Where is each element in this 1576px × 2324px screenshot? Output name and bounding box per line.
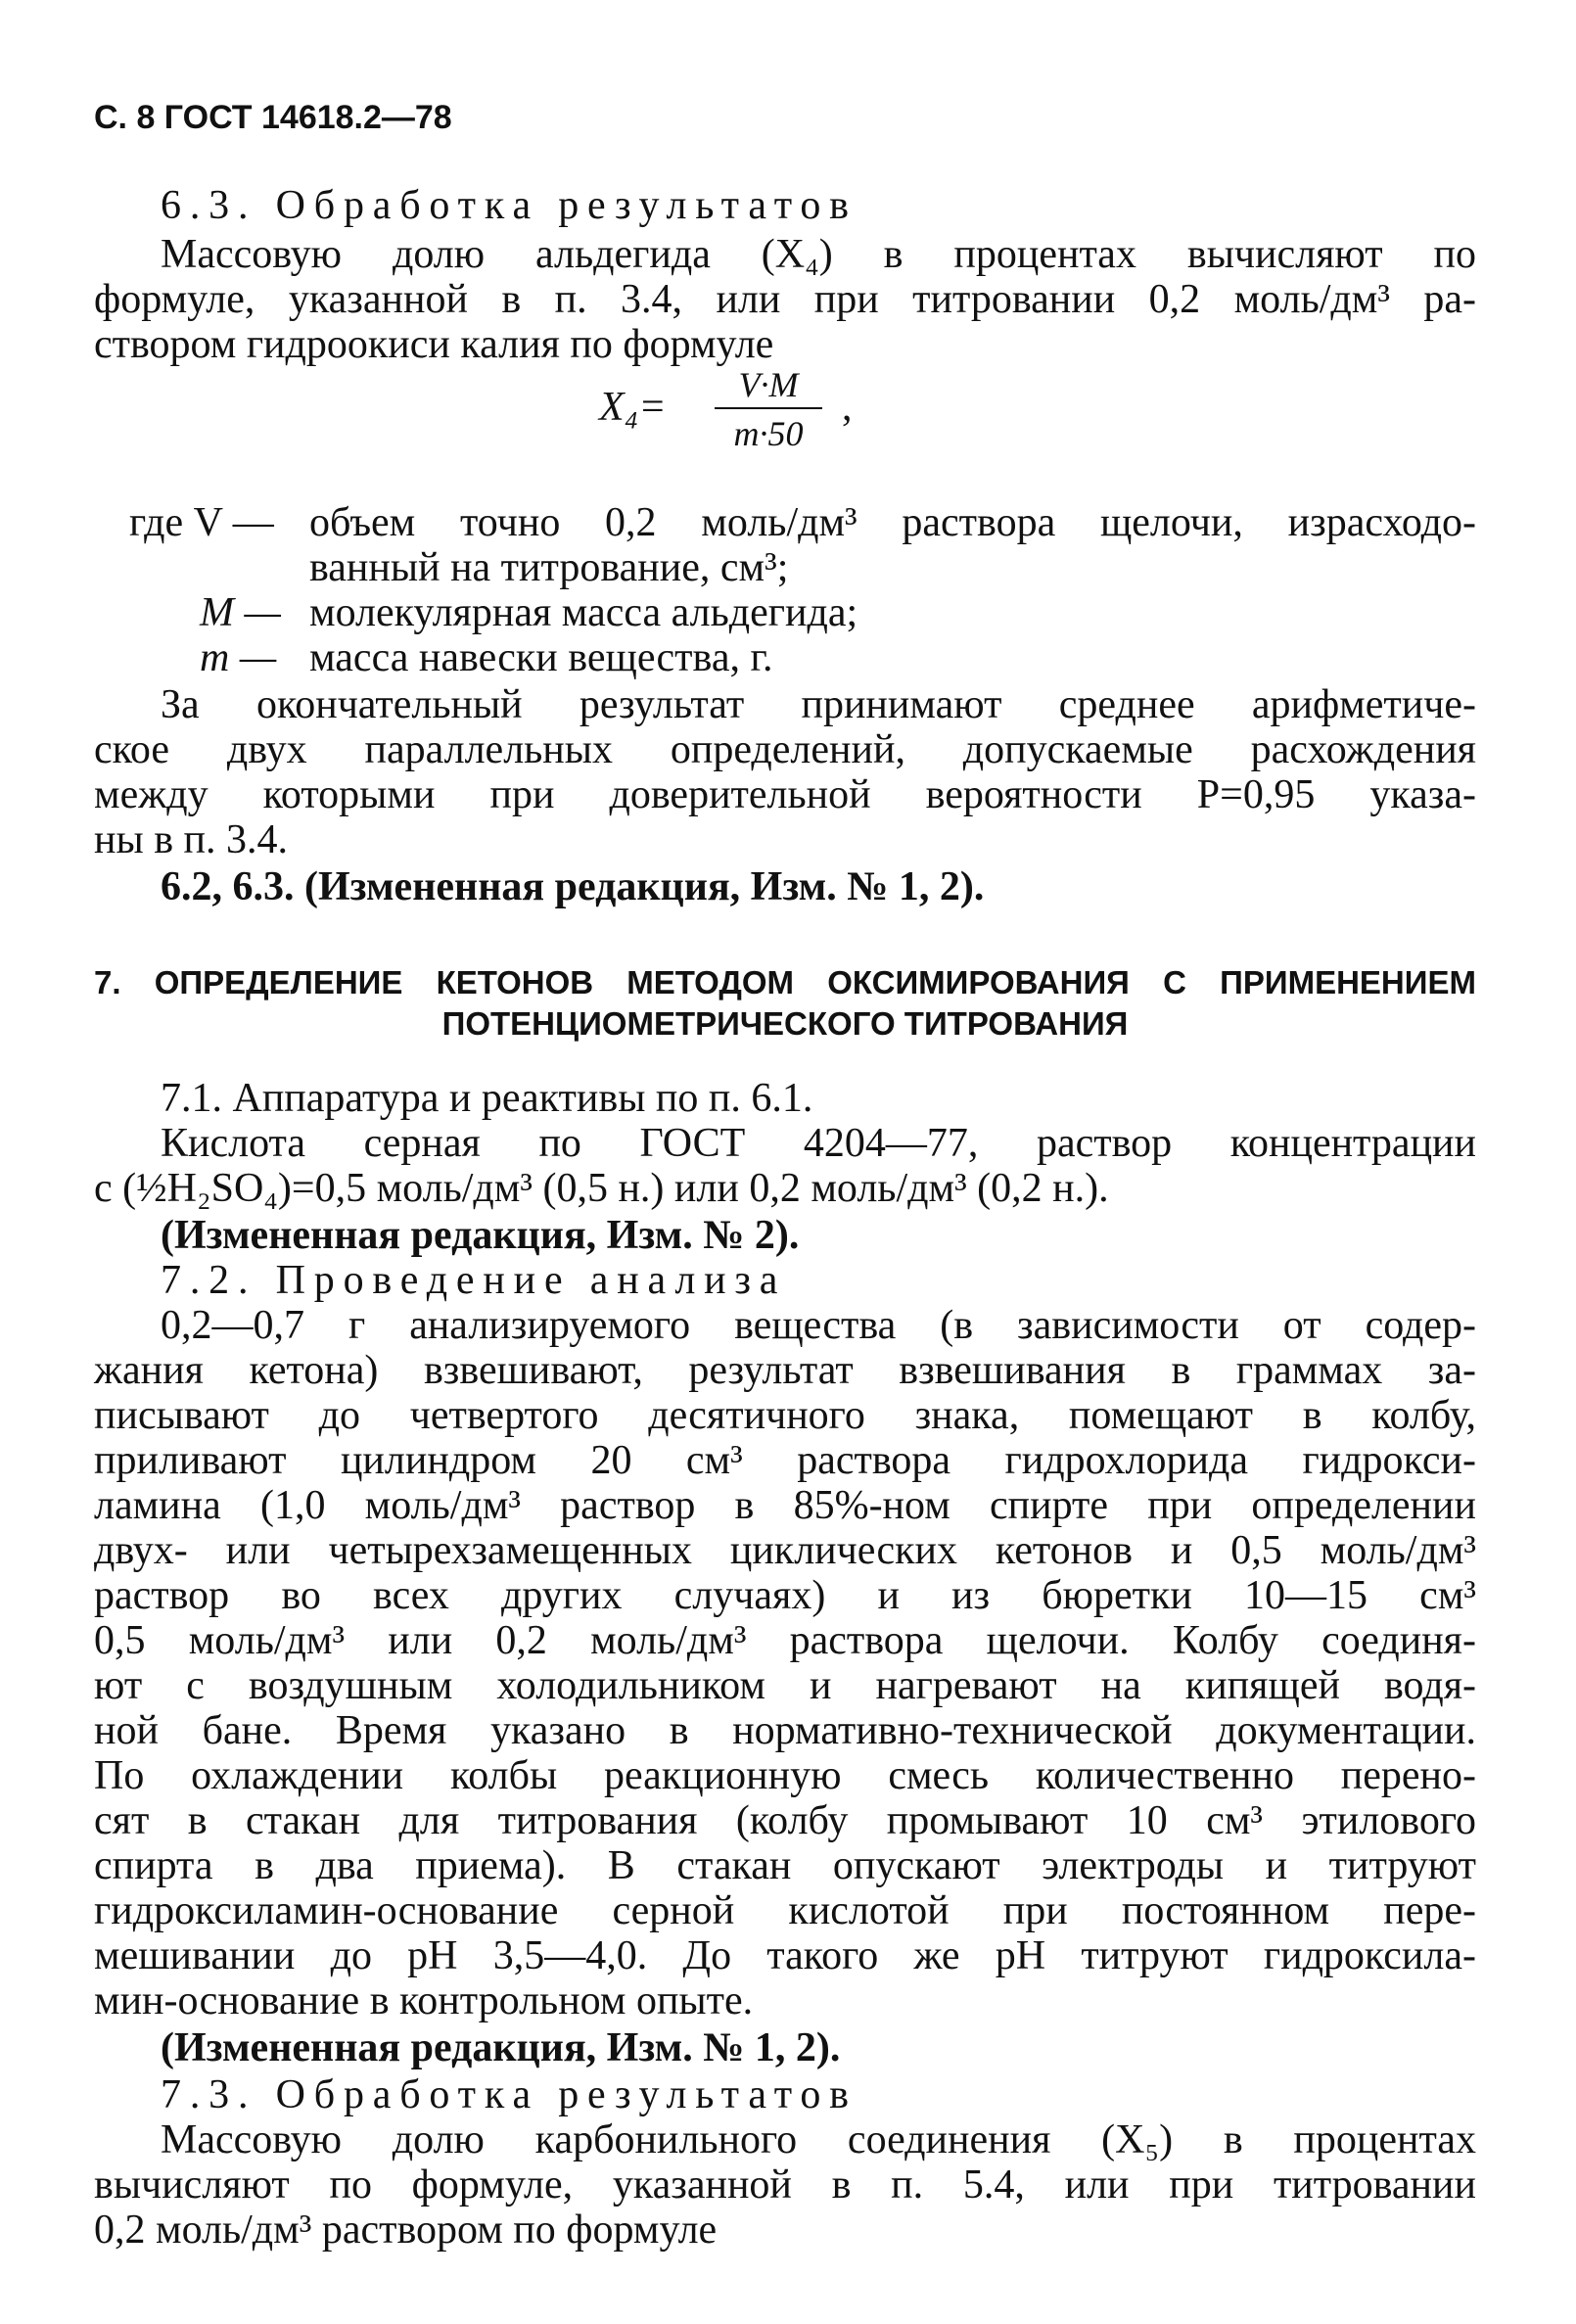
paragraph-line: 0,2 моль/дм³ раствором по формуле: [94, 2208, 718, 2253]
paragraph-line: между которыми при доверительной вероятности P=0,95 указа-: [94, 772, 1476, 817]
paragraph-line: ское двух параллельных определений, допускаемые расхождения: [94, 727, 1476, 772]
paragraph-line: По охлаждении колбы реакционную смесь количественно перено-: [94, 1753, 1476, 1798]
paragraph-line: 7.1. Аппаратура и реактивы по п. 6.1.: [161, 1076, 813, 1121]
paragraph-line: формуле, указанной в п. 3.4, или при титровании 0,2 моль/дм³ ра-: [94, 277, 1476, 322]
paragraph-line: За окончательный результат принимают среднее арифметиче-: [161, 682, 1476, 727]
where-text: молекулярная масса альдегида;: [309, 590, 858, 635]
amendment-note: (Измененная редакция, Изм. № 1, 2).: [161, 2025, 841, 2070]
where-term: где V —: [129, 500, 274, 545]
section-heading-6-3: 6.3. Обработка результатов: [161, 183, 858, 228]
amendment-note: (Измененная редакция, Изм. № 2).: [161, 1213, 800, 1258]
page-header: С. 8 ГОСТ 14618.2—78: [94, 99, 452, 136]
paragraph-line: Массовую долю альдегида (X₄) в процентах вычисляют по: [161, 232, 1476, 277]
paragraph-line: ют с воздушным холодильником и нагревают на кипящей водя-: [94, 1663, 1476, 1708]
section-heading-7-3: 7.3. Обработка результатов: [161, 2072, 858, 2117]
paragraph-line: гидроксиламин-основание серной кислотой при постоянном пере-: [94, 1888, 1476, 1933]
formula-comma: ,: [842, 385, 853, 430]
formula-fraction: [715, 364, 822, 454]
paragraph-line: приливают цилиндром 20 см³ раствора гидрохлорида гидрокси-: [94, 1438, 1476, 1483]
paragraph-line: мешивании до pH 3,5—4,0. До такого же pH титруют гидроксила-: [94, 1933, 1476, 1978]
amendment-note: 6.2, 6.3. (Измененная редакция, Изм. № 1, 2).: [161, 864, 985, 909]
paragraph-line: c (½H₂SO₄)=0,5 моль/дм³ (0,5 н.) или 0,2 моль/дм³ (0,2 н.).: [94, 1166, 1109, 1211]
where-term: M —: [200, 590, 281, 635]
paragraph-line: спирта в два приема). В стакан опускают электроды и титруют: [94, 1843, 1476, 1888]
section-title-7-cont: ПОТЕНЦИОМЕТРИЧЕСКОГО ТИТРОВАНИЯ: [441, 1005, 1129, 1042]
paragraph-line: двух- или четырехзамещенных циклических кетонов и 0,5 моль/дм³: [94, 1528, 1476, 1573]
section-title-7: 7. ОПРЕДЕЛЕНИЕ КЕТОНОВ МЕТОДОМ ОКСИМИРОВАНИЯ С ПРИМЕНЕНИЕМ: [94, 964, 1476, 1000]
where-text: ванный на титрование, см³;: [309, 545, 789, 590]
paragraph-line: раствор во всех других случаях) и из бюретки 10—15 см³: [94, 1573, 1476, 1618]
paragraph-line: створом гидроокиси калия по формуле: [94, 322, 774, 367]
formula-numerator: V·M: [738, 365, 799, 404]
paragraph-line: писывают до четвертого десятичного знака, помещают в колбу,: [94, 1393, 1476, 1438]
paragraph-line: сят в стакан для титрования (колбу промывают 10 см³ этилового: [94, 1798, 1476, 1843]
paragraph-line: вычисляют по формуле, указанной в п. 5.4, или при титровании: [94, 2162, 1476, 2208]
section-heading-7-2: 7.2. Проведение анализа: [161, 1258, 787, 1303]
paragraph-line: жания кетона) взвешивают, результат взвешивания в граммах за-: [94, 1348, 1476, 1393]
paragraph-line: ны в п. 3.4.: [94, 817, 289, 862]
where-term: m —: [200, 635, 277, 680]
paragraph-line: 0,2—0,7 г анализируемого вещества (в зависимости от содер-: [161, 1303, 1476, 1348]
formula-x4: [599, 365, 853, 453]
fraction-bar: [715, 407, 822, 409]
paragraph-line: мин-основание в контрольном опыте.: [94, 1978, 754, 2023]
paragraph-line: ламина (1,0 моль/дм³ раствор в 85%-ном спирте при определении: [94, 1483, 1476, 1528]
formula-denominator: m·50: [733, 414, 804, 453]
paragraph-line: ной бане. Время указано в нормативно-технической документации.: [94, 1708, 1476, 1753]
where-text: объем точно 0,2 моль/дм³ раствора щелочи, израсходо-: [309, 500, 1476, 545]
formula-lhs: X₄=: [599, 385, 667, 430]
paragraph-line: Кислота серная по ГОСТ 4204—77, раствор концентрации: [161, 1121, 1476, 1166]
where-text: масса навески вещества, г.: [309, 635, 773, 680]
paragraph-line: Массовую долю карбонильного соединения (X₅) в процентах: [161, 2117, 1476, 2162]
paragraph-line: 0,5 моль/дм³ или 0,2 моль/дм³ раствора щелочи. Колбу соединя-: [94, 1618, 1476, 1663]
